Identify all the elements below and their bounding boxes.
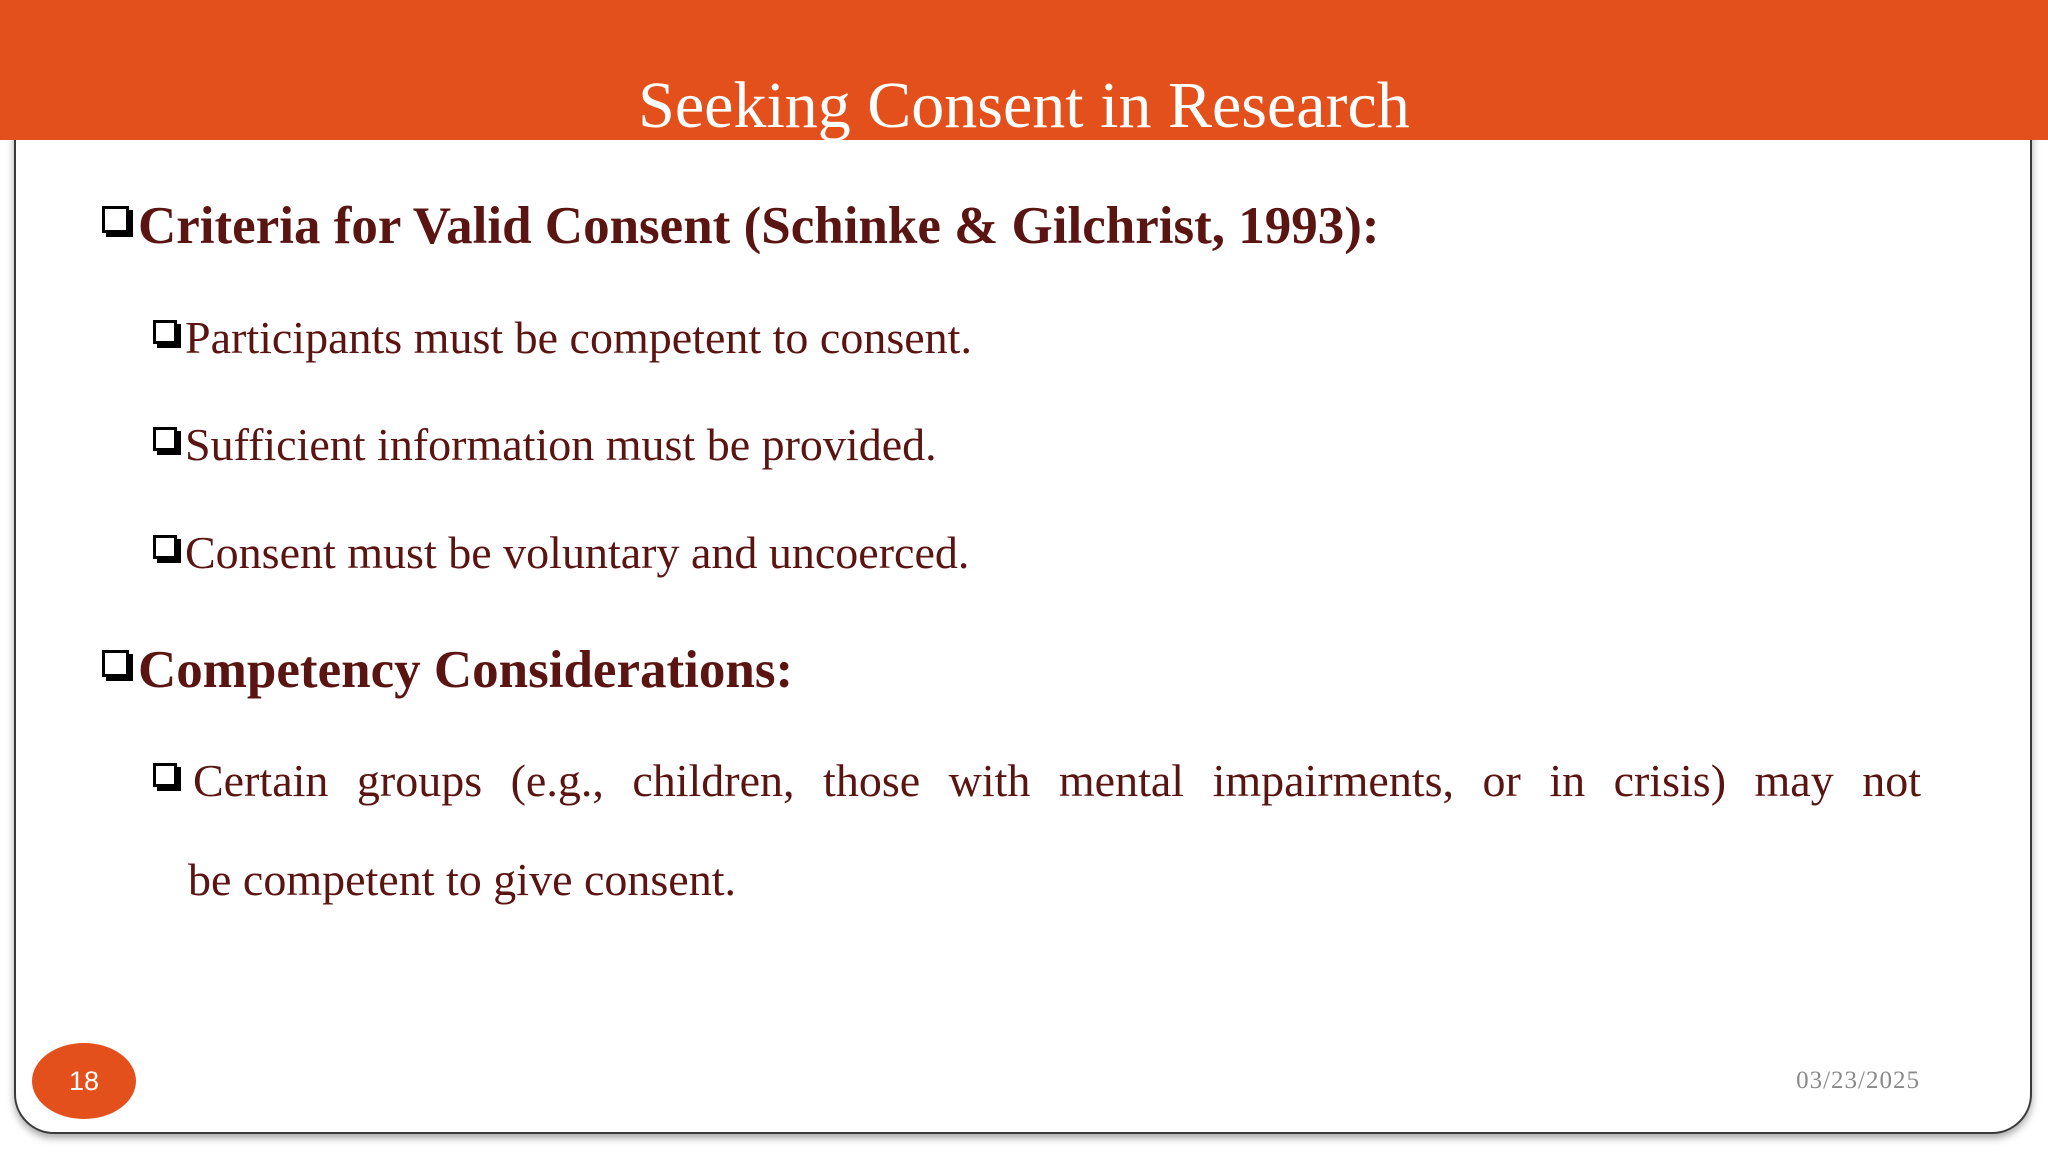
slide-date: 03/23/2025 bbox=[1796, 1067, 1920, 1094]
section-heading-competency bbox=[102, 638, 793, 702]
square-bullet-icon bbox=[102, 206, 129, 233]
list-item-text-line2: be competent to give consent. bbox=[188, 854, 737, 905]
list-item bbox=[153, 753, 185, 787]
list-item-text-line1: Certain groups (e.g., children, those with mental impairments, or in crisis) may not bbox=[193, 755, 1921, 806]
list-item-text: Sufficient information must be provided. bbox=[185, 419, 937, 470]
slide-number: 18 bbox=[68, 1066, 100, 1096]
section-heading-criteria bbox=[102, 194, 1380, 258]
section-heading-text: Criteria for Valid Consent (Schinke & Gilchrist, 1993): bbox=[138, 197, 1380, 255]
list-item bbox=[153, 417, 937, 473]
slide-title: Seeking Consent in Research bbox=[638, 69, 1410, 142]
list-item-text: Participants must be competent to consent. bbox=[185, 312, 972, 363]
square-bullet-icon bbox=[153, 535, 177, 559]
list-item bbox=[153, 310, 972, 366]
square-bullet-icon bbox=[102, 650, 129, 677]
square-bullet-icon bbox=[153, 427, 177, 451]
slide-number-badge bbox=[32, 1043, 136, 1119]
list-item-text: Consent must be voluntary and uncoerced. bbox=[185, 527, 970, 578]
list-item bbox=[153, 525, 969, 581]
square-bullet-icon bbox=[153, 320, 177, 344]
square-bullet-icon bbox=[153, 763, 177, 787]
section-heading-text: Competency Considerations: bbox=[138, 641, 794, 699]
